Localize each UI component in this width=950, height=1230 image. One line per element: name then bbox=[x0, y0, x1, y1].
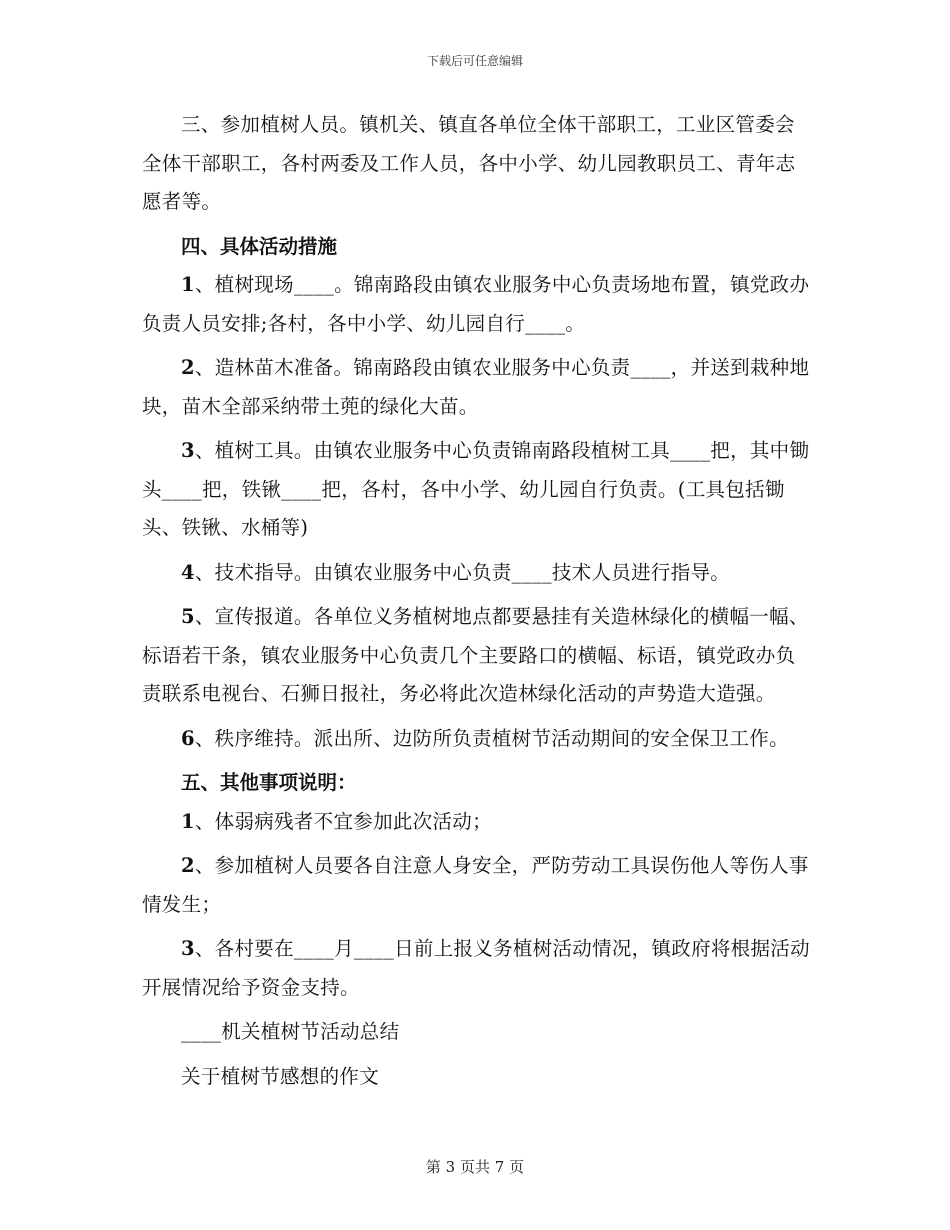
measure-item-1 bbox=[142, 266, 812, 343]
note-item-1-number: 1 bbox=[181, 809, 195, 833]
page-number: 第 3 页共 7 页 bbox=[425, 1158, 525, 1176]
measure-item-5-number: 5 bbox=[181, 605, 195, 628]
related-link-1[interactable]: ____机关植树节活动总结 bbox=[181, 1020, 400, 1043]
section-participants-text: 三、参加植树人员。镇机关、镇直各单位全体干部职工，工业区管委会全体干部职工，各村两委及工作人员，各中小学、幼儿园教职员工、青年志愿者等。 bbox=[142, 113, 796, 213]
section-participants bbox=[142, 106, 812, 222]
note-item-1-text: 、体弱病残者不宜参加此次活动； bbox=[194, 809, 492, 833]
document-body bbox=[142, 106, 812, 1096]
measure-item-5-text: 、宣传报道。各单位义务植树地点都要悬挂有关造林绿化的横幅一幅、标语若干条，镇农业服务中心负责几个主要路口的横幅、标语，镇党政办负责联系电视台、石狮日报社，务必将此次造林绿化活动的声势造大造强。 bbox=[142, 605, 809, 705]
measure-item-6 bbox=[142, 720, 812, 759]
measure-item-3-text: 、植树工具。由镇农业服务中心负责锦南路段植树工具____把，其中锄头____把，铁锹____把，各村，各中小学、幼儿园自行负责。(工具包括锄头、铁锹、水桶等) bbox=[142, 439, 810, 539]
page-header-note: 下载后可任意编辑 bbox=[426, 54, 523, 68]
measure-item-5 bbox=[142, 598, 812, 714]
measure-item-6-number: 6 bbox=[181, 726, 195, 750]
measure-item-4-text: 、技术指导。由镇农业服务中心负责____技术人员进行指导。 bbox=[194, 560, 731, 584]
heading-other-notes: 五、其他事项说明： bbox=[181, 771, 357, 794]
measure-item-4-number: 4 bbox=[181, 560, 195, 584]
measure-item-1-text: 、植树现场____。锦南路段由镇农业服务中心负责场地布置，镇党政办负责人员安排;各村，各中小学、幼儿园自行____。 bbox=[142, 273, 810, 335]
measure-item-4 bbox=[142, 554, 812, 593]
measure-item-1-number: 1 bbox=[181, 273, 195, 296]
measure-item-2-number: 2 bbox=[181, 356, 195, 379]
note-item-3-number: 3 bbox=[181, 937, 195, 960]
related-link-2[interactable]: 关于植树节感想的作文 bbox=[181, 1064, 380, 1088]
note-item-2 bbox=[142, 847, 812, 924]
measure-item-3-number: 3 bbox=[181, 439, 195, 462]
measure-item-6-text: 、秩序维持。派出所、边防所负责植树节活动期间的安全保卫工作。 bbox=[194, 726, 789, 750]
note-item-3-text: 、各村要在____月____日前上报义务植树活动情况，镇政府将根据活动开展情况给予资金支持。 bbox=[142, 937, 810, 999]
note-item-2-number: 2 bbox=[181, 854, 195, 877]
note-item-1 bbox=[142, 803, 812, 842]
measure-item-2-text: 、造林苗木准备。锦南路段由镇农业服务中心负责____，并送到栽种地块，苗木全部采纳带土蔸的绿化大苗。 bbox=[142, 356, 810, 418]
heading-measures: 四、具体活动措施 bbox=[181, 234, 338, 258]
measure-item-3 bbox=[142, 432, 812, 548]
measure-item-2 bbox=[142, 349, 812, 426]
note-item-2-text: 、参加植树人员要各自注意人身安全，严防劳动工具误伤他人等伤人事情发生； bbox=[142, 854, 809, 916]
note-item-3 bbox=[142, 930, 812, 1007]
